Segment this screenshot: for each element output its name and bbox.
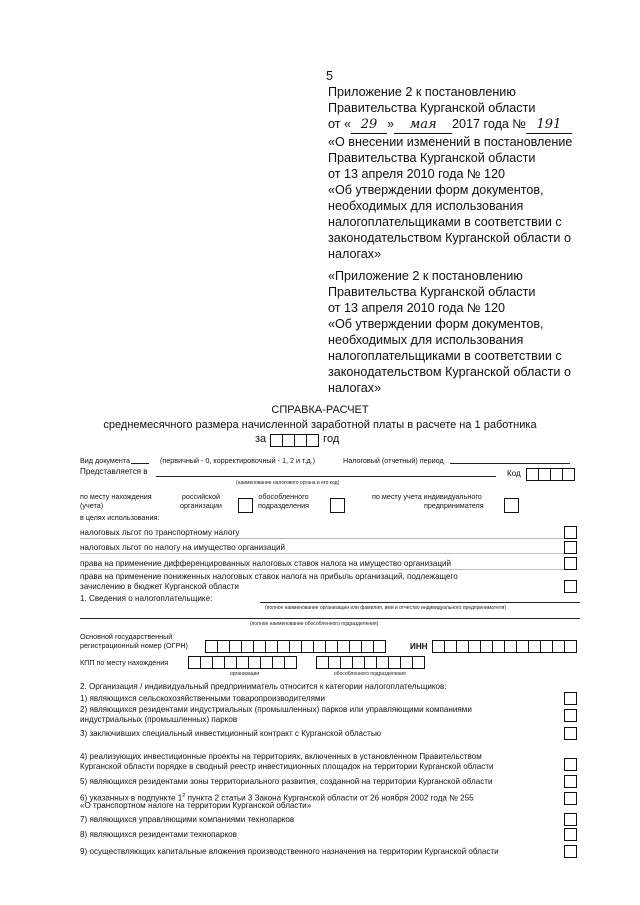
kpp-org-cells[interactable] xyxy=(188,656,297,667)
kpp-label: КПП по месту нахождения xyxy=(80,658,169,667)
presented-to-hint: (наименование налогового органа и его код) xyxy=(236,480,340,486)
location-label-1: по месту нахождения xyxy=(80,492,152,501)
divider xyxy=(80,553,564,554)
category-item: 2) являющихся резидентами индустриальных (промышленных) парков или управляющими компаниями xyxy=(80,705,472,714)
decree-date-month: мая xyxy=(409,117,437,132)
kpp-sub-hint: обособленного подразделения xyxy=(334,671,406,677)
appendix-line: законодательством Курганской области о xyxy=(328,365,571,379)
page-number: 5 xyxy=(326,69,334,83)
ogrn-label-1: Основной государственный xyxy=(80,632,173,641)
doc-type-field[interactable] xyxy=(131,463,149,464)
russian-org-label xyxy=(180,492,222,510)
section-2-title: 2. Организация / индивидуальный предприниматель относится к категории налогоплательщиков: xyxy=(80,682,447,691)
ogrn-label xyxy=(80,632,188,650)
purpose-item: права на применение пониженных налоговых ставок налога на прибыль организаций, подлежащего xyxy=(80,572,458,581)
category-checkbox[interactable] xyxy=(564,828,577,841)
location-label-2: (учета) xyxy=(80,501,104,510)
decree-date-mid: » xyxy=(387,117,395,131)
russian-org-line-1: российской xyxy=(181,492,220,501)
entrepreneur-checkbox[interactable] xyxy=(504,498,519,513)
ogrn-label-2: регистрационный номер (ОГРН) xyxy=(80,641,188,650)
russian-org-checkbox[interactable] xyxy=(238,498,253,513)
appendix-line: Правительства Курганской области xyxy=(328,285,536,299)
purpose-item: налоговых льгот по транспортному налогу xyxy=(80,528,240,537)
divider xyxy=(80,538,564,539)
category-checkbox[interactable] xyxy=(564,775,577,788)
category-item: 8) являющихся резидентами технопарков xyxy=(80,830,237,839)
subdivision-name-hint: (полное наименование обособленного подразделения) xyxy=(250,621,379,627)
decree-header xyxy=(328,84,572,262)
decree-line: налогоплательщиками в соответствии с xyxy=(328,215,562,229)
decree-line: Правительства Курганской области xyxy=(328,101,536,115)
category-checkbox[interactable] xyxy=(564,709,577,722)
code-label: Код xyxy=(507,469,521,478)
subdivision-name-field[interactable] xyxy=(80,618,580,619)
tax-period-field[interactable] xyxy=(450,463,570,464)
decree-date-prefix: от « xyxy=(328,117,351,131)
decree-line: Правительства Курганской области xyxy=(328,151,536,165)
doc-type-label: Вид документа xyxy=(80,456,131,465)
year-prefix: за xyxy=(255,433,267,445)
decree-date-day: 29 xyxy=(360,117,378,132)
subdivision-label xyxy=(258,492,309,510)
kpp-org-hint: организации xyxy=(230,671,260,677)
kpp-sub-cells[interactable] xyxy=(316,656,425,667)
category-item: Курганской области порядке в сводный реестр инвестиционных площадок на территории Курганской области xyxy=(80,762,494,771)
appendix-line: «Приложение 2 к постановлению xyxy=(328,269,523,283)
category-item: 3) заключивших специальный инвестиционный контракт с Курганской областью xyxy=(80,729,382,738)
divider xyxy=(80,569,564,570)
subdivision-line-2: подразделения xyxy=(258,501,309,510)
category-item: «О транспортном налоге на территории Курганской области» xyxy=(80,801,312,810)
russian-org-line-2: организации xyxy=(180,501,222,510)
decree-line: законодательством Курганской области о xyxy=(328,231,571,245)
appendix-line: от 13 апреля 2010 года № 120 xyxy=(328,301,506,315)
purpose-checkbox[interactable] xyxy=(564,557,577,570)
category-item: 9) осуществляющих капитальные вложения производственного назначения на территории Курганской области xyxy=(80,847,499,856)
purpose-item: права на применение дифференцированных налоговых ставок налога на имущество организаций xyxy=(80,559,452,568)
category-checkbox[interactable] xyxy=(564,727,577,740)
category-item: 7) являющихся управляющими компаниями технопарков xyxy=(80,815,295,824)
subdivision-checkbox[interactable] xyxy=(330,498,345,513)
category-checkbox[interactable] xyxy=(564,813,577,826)
appendix-line: «Об утверждении форм документов, xyxy=(328,317,544,331)
category-item: 1) являющихся сельскохозяйственными товаропроизводителями xyxy=(80,694,326,703)
appendix-line: налогах» xyxy=(328,381,382,395)
year-cells[interactable] xyxy=(270,434,319,445)
subdivision-line-1: обособленного xyxy=(258,492,309,501)
category-6-start: 6) указанных в подпункте 1 xyxy=(80,793,183,803)
entrepreneur-label xyxy=(372,492,484,510)
purpose-item: зачислению в бюджет Курганской области xyxy=(80,582,239,591)
decree-number: 191 xyxy=(536,117,562,132)
decree-line: Приложение 2 к постановлению xyxy=(328,85,516,99)
form-subtitle: среднемесячного размера начисленной заработной платы в расчете на 1 работника xyxy=(103,419,537,431)
appendix-line: налогоплательщиками в соответствии с xyxy=(328,349,562,363)
decree-line: «О внесении изменений в постановление xyxy=(328,135,573,149)
decree-date-line xyxy=(328,116,572,134)
appendix-line: необходимых для использования xyxy=(328,333,524,347)
form-year-row xyxy=(255,433,339,446)
decree-line: «Об утверждении форм документов, xyxy=(328,183,544,197)
appendix-header xyxy=(328,268,571,396)
decree-date-year: 2017 года № xyxy=(452,117,526,131)
entrepreneur-line-1: по месту учета индивидуального xyxy=(372,492,482,501)
inn-label: ИНН xyxy=(410,642,428,651)
category-item: индустриальных (промышленных) парков xyxy=(80,715,238,724)
category-checkbox[interactable] xyxy=(564,845,577,858)
purpose-checkbox[interactable] xyxy=(564,526,577,539)
org-name-field[interactable] xyxy=(260,602,580,603)
presented-to-label: Представляется в xyxy=(80,467,148,476)
doc-type-hint: (первичный - 0, корректировочный - 1, 2 и т.д.) xyxy=(160,456,316,465)
purpose-checkbox[interactable] xyxy=(564,541,577,554)
decree-line: налогах» xyxy=(328,247,382,261)
purposes-label: в целях использования: xyxy=(80,513,160,522)
year-suffix: год xyxy=(323,433,340,445)
category-checkbox[interactable] xyxy=(564,792,577,805)
form-title: СПРАВКА-РАСЧЕТ xyxy=(271,404,369,416)
tax-office-code-cells[interactable] xyxy=(526,468,575,479)
category-item: 5) являющихся резидентами зоны территориального развития, созданной на территории Курганской области xyxy=(80,777,493,786)
inn-cells[interactable] xyxy=(432,640,577,651)
category-6-superscript: 2 xyxy=(182,793,186,799)
purpose-checkbox[interactable] xyxy=(564,580,577,593)
decree-line: от 13 апреля 2010 года № 120 xyxy=(328,167,506,181)
category-6-end: пункта 2 статьи 3 Закона Курганской области от 26 ноября 2002 года № 255 xyxy=(185,793,474,803)
location-label xyxy=(80,492,152,510)
decree-line: необходимых для использования xyxy=(328,199,524,213)
presented-to-field[interactable] xyxy=(156,476,496,477)
entrepreneur-line-2: предпринимателя xyxy=(424,501,484,510)
category-checkbox[interactable] xyxy=(564,758,577,771)
ogrn-cells[interactable] xyxy=(205,640,386,651)
section-1-title: 1. Сведения о налогоплательщике: xyxy=(80,594,213,603)
tax-period-label: Налоговый (отчетный) период xyxy=(343,456,444,465)
category-item: 4) реализующих инвестиционные проекты на территориях, включенных в установленном Правительством xyxy=(80,752,482,761)
purpose-item: налоговых льгот по налогу на имущество организаций xyxy=(80,543,286,552)
category-checkbox[interactable] xyxy=(564,692,577,705)
org-name-hint: (полное наименование организации или фамилия, имя и отчество индивидуального предпринимателя) xyxy=(265,605,506,611)
